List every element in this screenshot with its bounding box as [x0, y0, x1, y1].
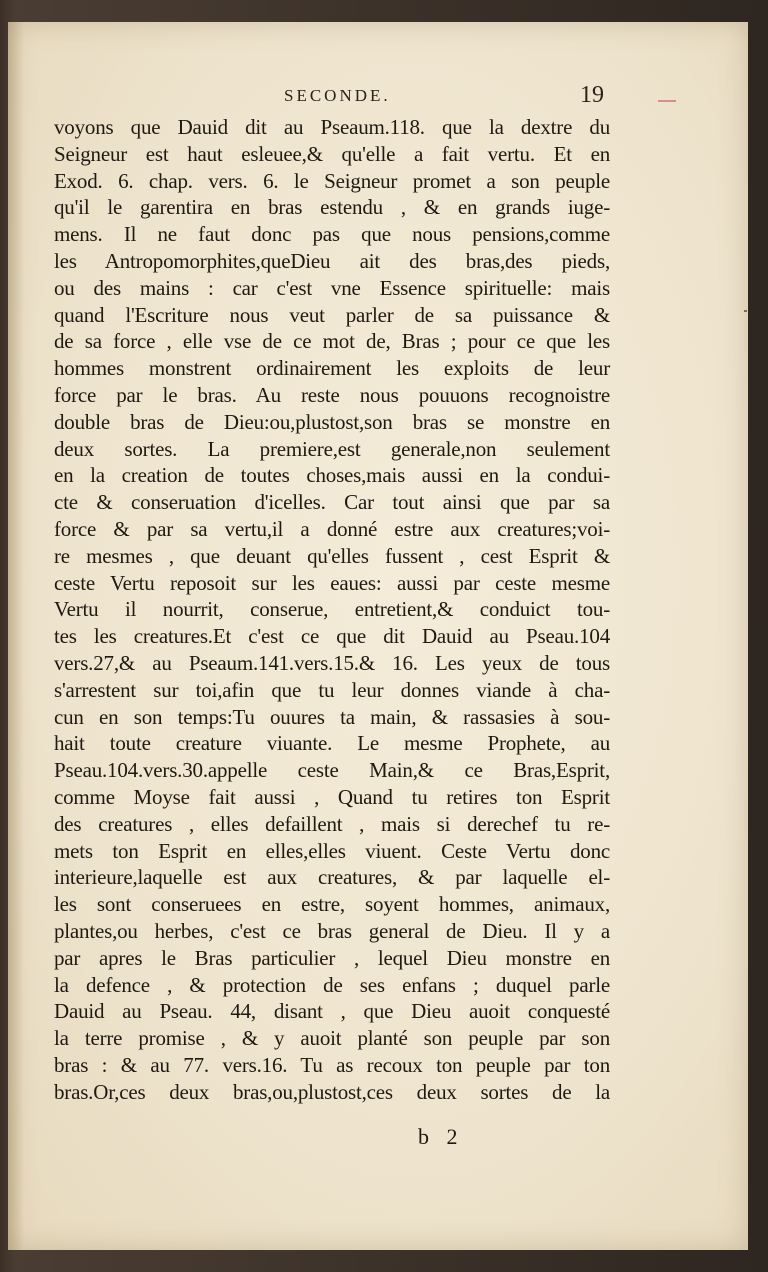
text-line: deux sortes. La premiere,est generale,non seulement [54, 436, 610, 461]
text-line: ceste Vertu reposoit sur les eaues: aussi par ceste mesme [54, 570, 610, 595]
text-line: la terre promise , & y auoit planté son peuple par son [54, 1026, 610, 1051]
text-line: quand l'Escriture nous veut parler de sa puissance & [54, 302, 610, 327]
text-line: mets ton Esprit en elles,elles viuent. Ceste Vertu donc [54, 838, 610, 863]
running-title: SECONDE. [284, 86, 391, 105]
text-line: la defence , & protection de ses enfans ; duquel parle [54, 972, 610, 997]
text-line: tes les creatures.Et c'est ce que dit Dauid au Pseau.104 [54, 624, 610, 649]
text-line: voyons que Dauid dit au Pseaum.118. que la dextre du [54, 115, 610, 139]
paper-speck [744, 310, 747, 312]
text-line: bras.Or,ces deux bras,ou,plustost,ces deux sortes de la [54, 1079, 610, 1104]
text-line: cun en son temps:Tu ouures ta main, & rassasies à sou- [54, 704, 610, 729]
text-line: comme Moyse fait aussi , Quand tu retires ton Esprit [54, 784, 610, 809]
text-line: vers.27,& au Pseaum.141.vers.15.& 16. Les yeux de tous [54, 650, 610, 675]
text-line: les Antropomorphites,queDieu ait des bras,des pieds, [54, 248, 610, 273]
text-line: par apres le Bras particulier , lequel Dieu monstre en [54, 945, 610, 970]
text-line: Seigneur est haut esleuee,& qu'elle a fait vertu. Et en [54, 141, 610, 166]
text-line: hait toute creature viuante. Le mesme Prophete, au [54, 731, 610, 756]
text-line: mens. Il ne faut donc pas que nous pensions,comme [54, 222, 610, 247]
text-line: Exod. 6. chap. vers. 6. le Seigneur promet a son peuple [54, 168, 610, 193]
text-line: cte & conseruation d'icelles. Car tout ainsi que par sa [54, 490, 610, 515]
text-line: interieure,laquelle est aux creatures, & par laquelle el- [54, 865, 610, 890]
page-number: 19 [580, 82, 604, 108]
text-line: s'arrestent sur toi,afin que tu leur donnes viande à cha- [54, 677, 610, 702]
running-head [8, 82, 748, 116]
signature-mark: b 2 [418, 1124, 464, 1149]
text-line: Pseau.104.vers.30.appelle ceste Main,& ce Bras,Esprit, [54, 758, 610, 783]
text-line: des creatures , elles defaillent , mais si derechef tu re- [54, 811, 610, 836]
text-line: ou des mains : car c'est vne Essence spirituelle: mais [54, 275, 610, 300]
text-line: plantes,ou herbes, c'est ce bras general de Dieu. Il y a [54, 918, 610, 943]
text-line: hommes monstrent ordinairement les exploits de leur [54, 356, 610, 381]
text-line: re mesmes , que deuant qu'elles fussent , cest Esprit & [54, 543, 610, 568]
book-page [8, 22, 748, 1250]
text-line: force & par sa vertu,il a donné estre aux creatures;voi- [54, 516, 610, 541]
text-line: Vertu il nourrit, conserue, entretient,& conduict tou- [54, 597, 610, 622]
body-text [54, 114, 610, 1105]
text-line: force par le bras. Au reste nous pouuons recognoistre [54, 382, 610, 407]
text-line: double bras de Dieu:ou,plustost,son bras se monstre en [54, 409, 610, 434]
text-line: bras : & au 77. vers.16. Tu as recoux ton peuple par ton [54, 1052, 610, 1077]
red-ink-mark [658, 100, 676, 102]
text-line: de sa force , elle vse de ce mot de, Bras ; pour ce que les [54, 329, 610, 354]
text-line: Dauid au Pseau. 44, disant , que Dieu auoit conquesté [54, 999, 610, 1024]
text-line: les sont conseruees en estre, soyent hommes, animaux, [54, 892, 610, 917]
text-line: qu'il le garentira en bras estendu , & en grands iuge- [54, 195, 610, 220]
text-line: en la creation de toutes choses,mais aussi en la condui- [54, 463, 610, 488]
